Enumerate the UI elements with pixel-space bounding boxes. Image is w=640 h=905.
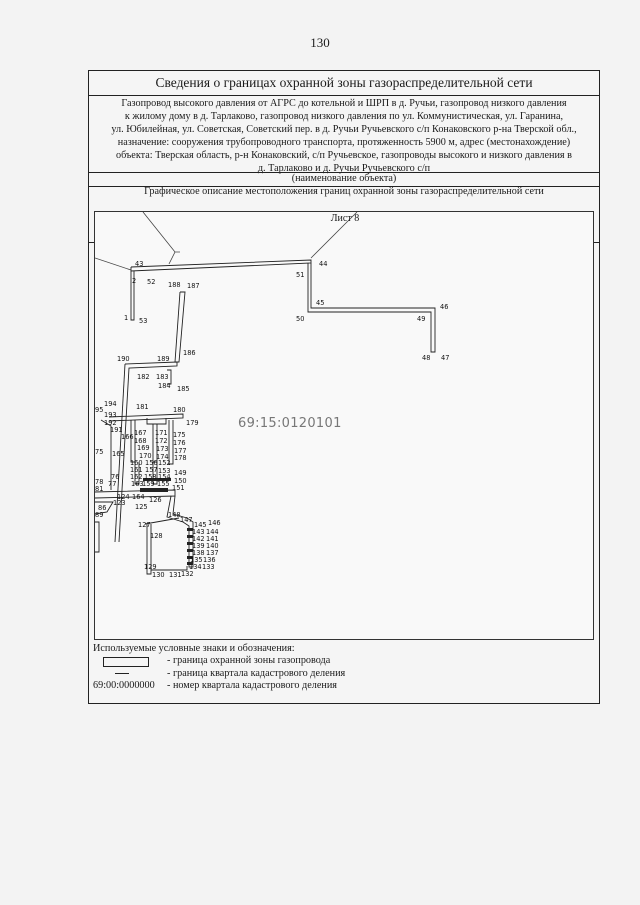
legend-code: 69:00:0000000 (93, 680, 155, 692)
protection-zone-boundary (95, 522, 99, 552)
point-number-label: 180 (173, 406, 186, 414)
point-number-label: 52 (147, 278, 156, 286)
point-number-label: 50 (296, 315, 305, 323)
protection-zone-boundary (131, 260, 311, 271)
point-number-label: 179 (186, 419, 199, 427)
point-number-label: 135 (190, 556, 203, 564)
point-number-label: 162 (130, 473, 143, 481)
point-number-label: 150 (174, 477, 187, 485)
point-number-label: 194 (104, 400, 117, 408)
point-number-label: 139 (192, 542, 205, 550)
point-number-label: 124 (117, 493, 130, 501)
point-number-label: 168 (134, 437, 147, 445)
quarter-boundary-line (95, 258, 131, 270)
legend (89, 643, 599, 693)
point-number-label: 161 (130, 466, 143, 474)
point-number-label: 43 (135, 260, 144, 268)
point-number-label: 169 (137, 444, 150, 452)
map-area (94, 211, 594, 640)
point-number-label: 153 (158, 467, 171, 475)
protection-zone-boundary (109, 414, 183, 421)
description-line: объекта: Тверская область, р-н Конаковский, с/п Ручьевское, газопроводы высокого и низкого давления в (116, 149, 572, 161)
protection-zone-boundary (308, 260, 435, 352)
point-number-label: 138 (192, 549, 205, 557)
point-number-label: 165 (112, 450, 125, 458)
legend-row-quarter (89, 668, 599, 680)
legend-text: - номер квартала кадастрового деления (167, 680, 337, 692)
point-number-label: 53 (139, 317, 148, 325)
point-number-label: 137 (206, 549, 219, 557)
point-number-label: 186 (183, 349, 196, 357)
point-number-label: 51 (296, 271, 305, 279)
point-number-label: 173 (156, 445, 169, 453)
point-number-label: 163 (131, 480, 144, 488)
point-number-label: 95 (95, 406, 104, 414)
point-number-label: 191 (110, 426, 123, 434)
point-number-label: 147 (180, 516, 193, 524)
point-number-label: 142 (192, 535, 205, 543)
point-number-label: 127 (138, 521, 151, 529)
page-number: 130 (310, 35, 330, 50)
point-number-label: 47 (441, 354, 450, 362)
point-number-label: 159 (142, 480, 155, 488)
point-number-label: 182 (137, 373, 150, 381)
point-number-label: 143 (192, 528, 205, 536)
point-number-label: 130 (152, 571, 165, 579)
point-number-label: 190 (117, 355, 130, 363)
point-number-label: 192 (104, 419, 117, 427)
point-number-label: 133 (202, 563, 215, 571)
point-number-label: 126 (149, 496, 162, 504)
description-line: д. Тарлаково и д. Ручьи Ручьевского с/п (257, 162, 431, 174)
point-number-label: 193 (104, 411, 117, 419)
legend-title: Используемые условные знаки и обозначения: (93, 643, 295, 654)
point-number-label: 188 (168, 281, 181, 289)
legend-text: - граница охранной зоны газопровода (167, 655, 331, 667)
point-number-label: 183 (156, 373, 169, 381)
point-number-label: 134 (189, 563, 202, 571)
point-number-label: 144 (206, 528, 219, 536)
point-number-label: 145 (194, 521, 207, 529)
point-number-label: 128 (150, 532, 163, 540)
point-number-label: 46 (440, 303, 449, 311)
point-number-label: 181 (136, 403, 149, 411)
point-number-label: 77 (108, 480, 117, 488)
description-line: ул. Юбилейная, ул. Советская, Советский пер. в д. Ручьи Ручьевского с/п Конаковского р-на Тверской обл., (111, 123, 577, 135)
description-line: назначение: сооружения трубопроводного транспорта, протяженность 5900 м, адрес (местонахождение) (117, 136, 571, 148)
point-number-label: 178 (174, 454, 187, 462)
info-table (88, 70, 600, 704)
point-number-label: 48 (422, 354, 431, 362)
point-number-label: 146 (208, 519, 221, 527)
point-number-label: 132 (181, 570, 194, 578)
section-heading: Сведения о границах охранной зоны газораспределительной сети (89, 71, 599, 96)
point-number-label: 170 (139, 452, 152, 460)
point-number-label: 176 (173, 439, 186, 447)
point-number-label: 152 (158, 459, 171, 467)
point-number-label: 185 (177, 385, 190, 393)
point-number-label: 141 (206, 535, 219, 543)
point-number-label: 155 (157, 480, 170, 488)
point-number-label: 89 (95, 511, 104, 519)
point-number-label: 81 (95, 485, 104, 493)
legend-row-zone (89, 655, 599, 667)
legend-row-cadnum (89, 680, 599, 692)
point-number-label: 172 (155, 437, 168, 445)
point-number-label: 177 (174, 447, 187, 455)
point-number-label: 184 (158, 382, 171, 390)
description-line: к жилому дому в д. Тарлаково, газопровод низкого давления по ул. Коммунистическая, ул. Гаранина, (124, 110, 564, 122)
point-number-label: 166 (121, 433, 134, 441)
point-number-label: 125 (135, 503, 148, 511)
point-number-label: 154 (158, 473, 171, 481)
quarter-boundary-line (169, 252, 175, 264)
point-number-label: 44 (319, 260, 328, 268)
point-number-label: 158 (144, 473, 157, 481)
point-number-label: 75 (95, 448, 104, 456)
point-number-label: 174 (156, 453, 169, 461)
point-number-label: 175 (173, 431, 186, 439)
point-number-label: 129 (144, 563, 157, 571)
point-number-label: 131 (169, 571, 182, 579)
point-number-label: 2 (132, 277, 137, 285)
quarter-boundary-symbol (115, 673, 129, 674)
point-number-label: 45 (316, 299, 325, 307)
description-line: Газопровод высокого давления от АГРС до котельной и ШРП в д. Ручьи, газопровод низкого давления (121, 98, 567, 109)
point-number-label: 136 (203, 556, 216, 564)
object-name-label: (наименование объекта) (89, 172, 599, 187)
legend-text: - граница квартала кадастрового деления (167, 667, 346, 679)
point-number-label: 164 (132, 493, 145, 501)
point-number-label: 151 (172, 484, 185, 492)
point-number-label: 156 (145, 459, 158, 467)
sheet-label: Лист 8 (330, 213, 360, 224)
point-number-label: 160 (130, 459, 143, 467)
point-number-label: 86 (98, 504, 107, 512)
point-number-label: 167 (134, 429, 147, 437)
point-number-label: 171 (155, 429, 168, 437)
point-number-label: 76 (111, 473, 120, 481)
point-number-label: 49 (417, 315, 426, 323)
point-number-label: 140 (206, 542, 219, 550)
point-number-label: 149 (174, 469, 187, 477)
point-number-label: 78 (95, 478, 104, 486)
point-number-label: 1 (124, 314, 129, 322)
graphic-description-title: Графическое описание местоположения границ охранной зоны газораспределительной сети (144, 186, 544, 197)
point-number-label: 189 (157, 355, 170, 363)
zone-boundary-symbol (103, 657, 149, 667)
cadastral-quarter-number: 69:15:0120101 (238, 416, 342, 431)
point-number-label: 123 (113, 499, 126, 507)
point-number-label: 148 (168, 511, 181, 519)
point-number-label: 157 (145, 466, 158, 474)
point-number-label: 187 (187, 282, 200, 290)
